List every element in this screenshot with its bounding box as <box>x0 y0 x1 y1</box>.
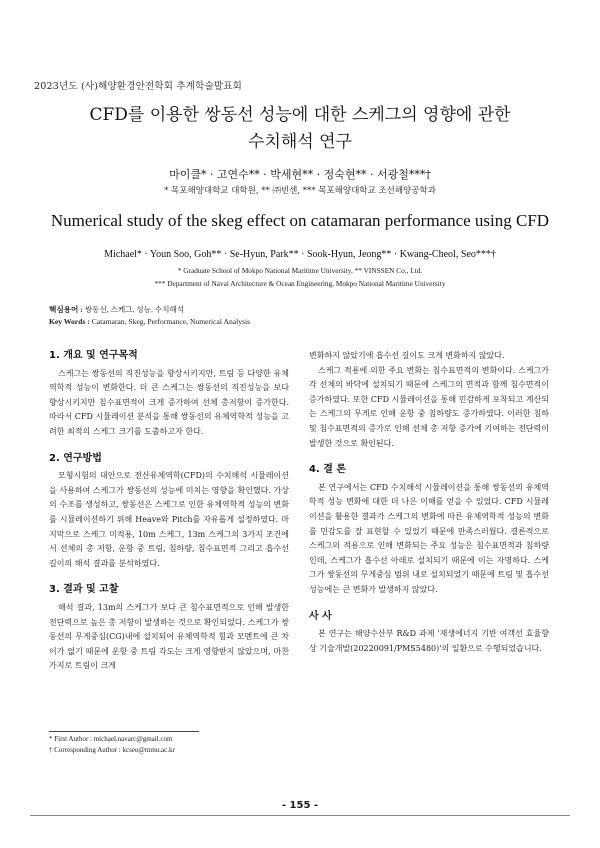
section1-body: 스케그는 쌍동선의 직진성능을 향상시키지만, 트림 등 다양한 유체역학적 성능이 변화한다. 더 큰 스케그는 쌍동선의 직진성능을 보다 향상시키지만 침수표면적이 크게 증가하여 선체 총저항이 증가한다. 따라서 CFD 시뮬레이션 분석을 통해 쌍동선의 유체역학적 성능을 고려한 최적의 스케그 크기를 도출하고자 한다. <box>49 368 289 436</box>
english-title: Numerical study of the skeg effect on catamaran performance using CFD <box>50 211 550 230</box>
korean-authors: 마이클* · 고연수** · 박세현** · 정숙현** · 서광철***† <box>169 168 431 181</box>
korean-title <box>40 102 560 156</box>
page-number: - 155 - <box>281 800 319 811</box>
page-bottom-rule <box>30 815 570 816</box>
section3-continued: 변화하지 않았기에 흡수선 길이도 크게 변화하지 않았다. <box>309 351 505 360</box>
right-column <box>309 349 549 656</box>
section2-body: 모형시험의 대안으로 전산유체역학(CFD)의 수치해석 시뮬레이션을 사용하여 스케그가 쌍동선의 성능에 미치는 영향을 확인했다. 가상의 수조를 생성하고, 쌍동선은 스케그로 인한 유체역학적 성능의 변화를 시뮬레이션하기 위해 Heave와 Pitch를 자유롭게 설정하였다. 마지막으로 스케그 미적용, 10m 스케그, 13m 스케그의 3가지 조건에서 선체의 총 저항, 운항 중 트림, 침하량, 침수표면적 그리고 흡수선 길이의 해석 결과를 분석하였다. <box>49 471 289 568</box>
section3-title: 3. 결과 및 고찰 <box>49 584 119 596</box>
conference-header: 2023년도 (사)해양환경안전학회 추계학술발표회 <box>34 81 243 92</box>
english-keywords-label: Key Words : <box>49 317 90 326</box>
korean-title-line1: CFD를 이용한 쌍동선 성능에 대한 스케그의 영향에 관한 <box>89 105 511 125</box>
korean-affiliation: * 목포해양대학교 대학원, ** ㈜빈센, *** 목포해양대학교 조선해양공학과 <box>164 186 436 196</box>
korean-keywords-value: 쌍동선, 스케그, 성능, 수치해석 <box>84 305 185 314</box>
footnote-first-author: * First Author : michael.navarc@gmail.com <box>49 735 173 743</box>
section4-body: 본 연구에서는 CFD 수치해석 시뮬레이션을 통해 쌍동선의 유체역학적 성능 변화에 대한 더 나은 이해를 얻을 수 있었다. CFD 시뮬레이션을 활용한 결과가 스케그의 변화에 따른 유체역학적 성능의 변화를 민감도를 잘 표현할 수 있었기 때문에 만족스러웠다. 결론적으로 스케그의 적용으로 인해 변화되는 주요 성능은 침수표면적과 침하량인데, 스케그가 흡수선 아래로 설치되기 때문에 이는 자명하다. 스케그가 쌍동선의 무게중심 범위 내로 설치되었기 때문에 트림 및 흡수선 성능에는 큰 변화가 발생하지 않았다. <box>309 482 549 594</box>
english-affiliation-2: *** Department of Naval Architecture & Ocean Engineering, Mokpo National Maritime University <box>154 279 446 288</box>
english-keywords-value: Catamaran, Skeg, Performance, Numerical Analysis <box>91 317 251 326</box>
acknowledgement-body: 본 연구는 해양수산부 R&D 과제 '재생에너지 기반 여객선 효율향상 기술개발(20220091/PMS5480)'의 일환으로 수행되었습니다. <box>309 629 549 653</box>
section4-title: 4. 결 론 <box>309 464 347 476</box>
acknowledgement-title: 사 사 <box>309 610 332 622</box>
footnote-corresponding-author: † Corresponding Author : kcseo@mmu.ac.kr <box>49 746 175 754</box>
left-column <box>49 349 289 674</box>
korean-title-line2: 수치해석 연구 <box>248 132 352 152</box>
english-authors: Michael* · Youn Soo, Goh** · Se-Hyun, Park** · Sook-Hyun, Jeong** · Kwang-Cheol, Seo***† <box>104 249 496 260</box>
english-keywords <box>49 317 250 326</box>
korean-keywords <box>49 304 184 315</box>
english-affiliation-1: * Graduate School of Mokpo National Maritime University, ** VINSSEN Co., Ltd. <box>177 266 423 275</box>
korean-keywords-label: 핵심용어 : <box>49 305 83 314</box>
footnote-rule <box>49 731 199 732</box>
section2-title: 2. 연구방법 <box>49 452 102 464</box>
section3-body-2: 스케그 적용에 의한 주요 변화는 침수표면적의 변화이다. 스케그가 각 선체의 바닥에 설치되기 때문에 스케그의 면적과 함께 침수면적이 증가하였다. 또한 CFD 시뮬레이션을 통해 민감하게 포착되고 계산되는 스케그의 무게로 인해 운항 중 침하량도 증가하였다. 이러한 침하 및 침수표면적의 증가로 인해 선체 총 저항 증가에 기여하는 전단력이 발생한 것으로 확인된다. <box>309 365 549 448</box>
section1-title: 1. 개요 및 연구목적 <box>49 350 138 361</box>
section3-body: 해석 결과, 13m의 스케그가 보다 큰 침수표면적으로 인해 발생한 전단력으로 높은 총 저항이 발생하는 것으로 확인되었다. 스케그가 쌍동선의 무게중심(CG)내에 설치되어 유체역학적 힘과 모멘트에 큰 차이가 없기 때문에 운항 중 트림 각도는 크게 영향받지 않았으며, 마찬가지로 트림이 크게 <box>49 602 289 671</box>
